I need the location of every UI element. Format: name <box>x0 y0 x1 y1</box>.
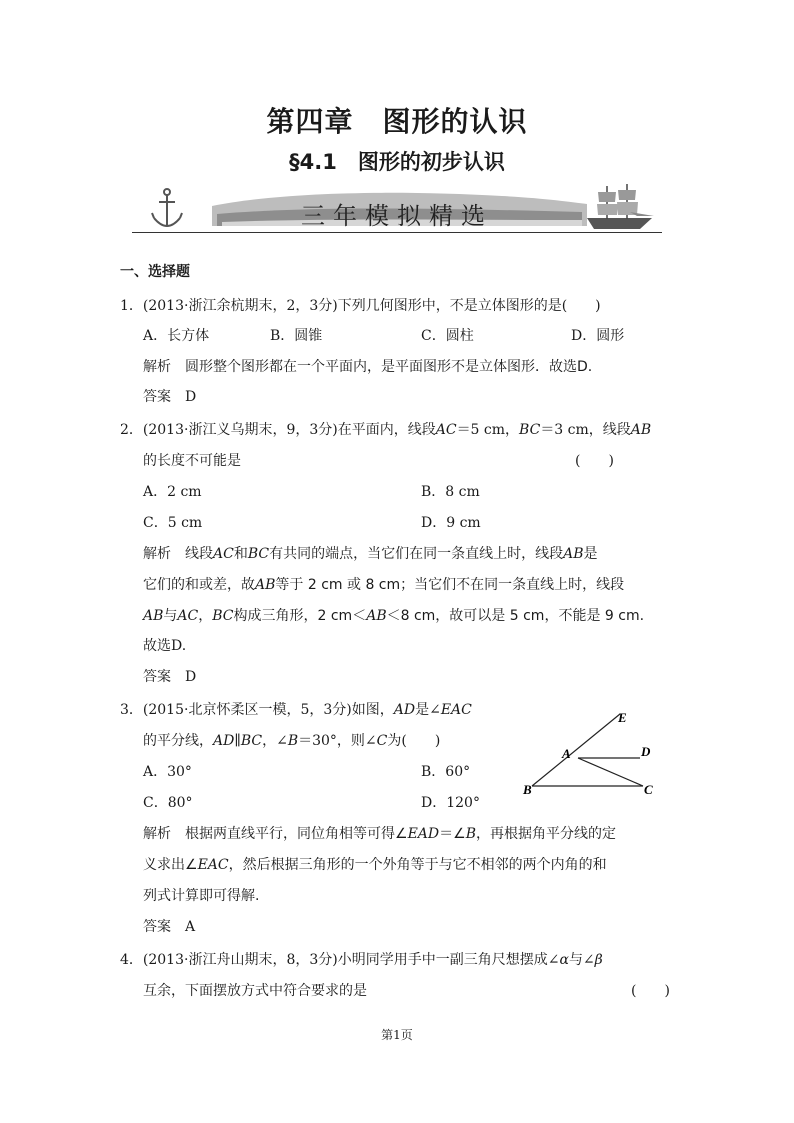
question-2-option-d: D．9 cm <box>421 515 481 531</box>
segment-bc: BC <box>212 608 234 624</box>
stem-text: 为( ) <box>387 733 441 749</box>
angle-ead: EAD <box>407 826 440 842</box>
stem-text: 2．(2013·浙江义乌期末，9，3分)在平面内，线段 <box>120 422 436 438</box>
question-2-answer <box>143 667 196 687</box>
segment-bc: BC <box>519 422 541 438</box>
question-2-analysis-line-4: 故选D. <box>143 638 187 654</box>
segment-ab: AB <box>630 422 652 438</box>
answer-label: 答案 <box>143 389 171 405</box>
question-1-analysis <box>143 357 592 377</box>
question-1-option-c: C．圆柱 <box>421 328 474 344</box>
stem-text: 与∠ <box>568 952 595 968</box>
stem-text: 是∠ <box>415 702 441 718</box>
stem-text: ，∠ <box>262 733 288 749</box>
analysis-text: ， <box>198 608 213 624</box>
question-2-option-c: C．5 cm <box>143 515 203 531</box>
answer-label: 答案 <box>143 919 171 935</box>
label-d: D <box>641 744 651 759</box>
analysis-text: 构成三角形，2 cm＜ <box>233 608 367 624</box>
label-b: B <box>523 782 532 797</box>
segment-ac-line <box>578 758 643 786</box>
segment-ab: AB <box>563 546 584 562</box>
analysis-label: 解析 <box>143 826 171 842</box>
banner-title: 三年模拟精选 <box>301 202 493 230</box>
analysis-text: 有共同的端点，当它们在同一条直线上时，线段 <box>269 546 564 562</box>
segment-ab: AB <box>366 608 387 624</box>
segment-bc: BC <box>247 546 270 562</box>
analysis-text: 它们的和或差，故 <box>143 577 255 593</box>
answer-label: 答案 <box>143 669 171 685</box>
angle-eac: EAC <box>440 702 472 718</box>
answer-value: D <box>185 669 197 685</box>
question-3-analysis-line-2 <box>143 855 607 875</box>
question-1-stem: 1．(2013·浙江余杭期末，2，3分)下列几何图形中，不是立体图形的是( ) <box>120 298 601 314</box>
question-2-stem-line-1 <box>120 420 651 440</box>
analysis-text: 和 <box>233 546 248 562</box>
question-4-answer-paren: ( ) <box>631 983 670 999</box>
label-e: E <box>618 710 627 725</box>
analysis-label: 解析 <box>143 546 171 562</box>
question-2-analysis-line-1 <box>143 544 598 564</box>
analysis-text: 圆形整个图形都在一个平面内，是平面图形不是立体图形．故选D. <box>185 359 593 375</box>
angle-eac: EAC <box>197 857 229 873</box>
question-2-answer-paren: ( ) <box>575 453 614 469</box>
analysis-text: 根据两直线平行，同位角相等可得∠ <box>185 826 408 842</box>
stem-text: ＝3 cm，线段 <box>540 422 631 438</box>
label-a: A <box>562 746 571 761</box>
stem-text: ＝30°，则∠ <box>298 733 377 749</box>
part-heading: 一、选择题 <box>120 264 190 280</box>
answer-value: A <box>185 919 196 935</box>
question-4-stem-line-2: 互余，下面摆放方式中符合要求的是 <box>143 983 367 999</box>
question-1-answer <box>143 387 196 407</box>
analysis-text: ＝∠ <box>439 826 466 842</box>
analysis-text: 与 <box>163 608 178 624</box>
question-4-stem-line-1 <box>120 950 603 970</box>
stem-text: ＝5 cm， <box>456 422 520 438</box>
segment-ad: AD <box>393 702 416 718</box>
ray-be <box>532 714 620 786</box>
question-1-option-b: B．圆锥 <box>270 328 323 344</box>
angle-b: B <box>465 826 476 842</box>
question-2-analysis-line-2 <box>143 575 624 595</box>
analysis-text: ，然后根据三角形的一个外角等于与它不相邻的两个内角的和 <box>228 857 607 873</box>
question-3-option-a: A．30° <box>143 764 192 780</box>
answer-value: D <box>185 389 197 405</box>
label-c: C <box>644 782 653 797</box>
question-3-option-c: C．80° <box>143 795 193 811</box>
analysis-text: 义求出∠ <box>143 857 198 873</box>
question-3-answer <box>143 917 195 937</box>
stem-text: 的平分线， <box>143 733 213 749</box>
segment-bc: BC <box>240 733 263 749</box>
question-1-option-a: A．长方体 <box>143 328 210 344</box>
question-2-option-a: A．2 cm <box>143 484 202 500</box>
question-3-analysis-line-1 <box>143 824 616 844</box>
question-2-option-b: B．8 cm <box>421 484 480 500</box>
angle-beta: β <box>594 952 603 968</box>
segment-ac: AC <box>213 546 234 562</box>
page-number: 第1页 <box>381 1028 413 1042</box>
section-title: §4.1 图形的初步认识 <box>289 150 505 174</box>
analysis-text: ＜8 cm，故可以是 5 cm，不能是 9 cm. <box>386 608 645 624</box>
question-2-stem-line-2: 的长度不可能是 <box>143 453 241 469</box>
stem-text: 3．(2015·北京怀柔区一模，5，3分)如图， <box>120 702 394 718</box>
segment-ac: AC <box>177 608 199 624</box>
segment-ab: AB <box>255 577 276 593</box>
analysis-text: 线段 <box>185 546 213 562</box>
stem-text: ∥ <box>234 733 241 749</box>
analysis-text: 是 <box>583 546 598 562</box>
segment-ad: AD <box>213 733 235 749</box>
angle-b: B <box>287 733 299 749</box>
question-3-option-d: D．120° <box>421 795 480 811</box>
question-3-stem-line-2 <box>143 731 440 751</box>
question-1-option-d: D．圆形 <box>571 328 625 344</box>
angle-alpha: α <box>559 952 569 968</box>
question-3-analysis-line-3: 列式计算即可得解. <box>143 888 260 904</box>
header-divider <box>132 232 662 233</box>
analysis-text: 等于 2 cm 或 8 cm；当它们不在同一条直线上时，线段 <box>275 577 625 593</box>
question-3-option-b: B．60° <box>421 764 471 780</box>
analysis-text: ，再根据角平分线的定 <box>475 826 616 842</box>
angle-c: C <box>376 733 388 749</box>
stem-text: 4．(2013·浙江舟山期末，8，3分)小明同学用手中一副三角尺想摆成∠ <box>120 952 560 968</box>
segment-ab: AB <box>143 608 164 624</box>
geometry-figure <box>520 706 670 801</box>
question-3-stem-line-1 <box>120 700 472 720</box>
chapter-title: 第四章 图形的认识 <box>266 105 528 138</box>
question-2-analysis-line-3 <box>143 606 644 626</box>
segment-ac: AC <box>435 422 457 438</box>
analysis-label: 解析 <box>143 359 171 375</box>
